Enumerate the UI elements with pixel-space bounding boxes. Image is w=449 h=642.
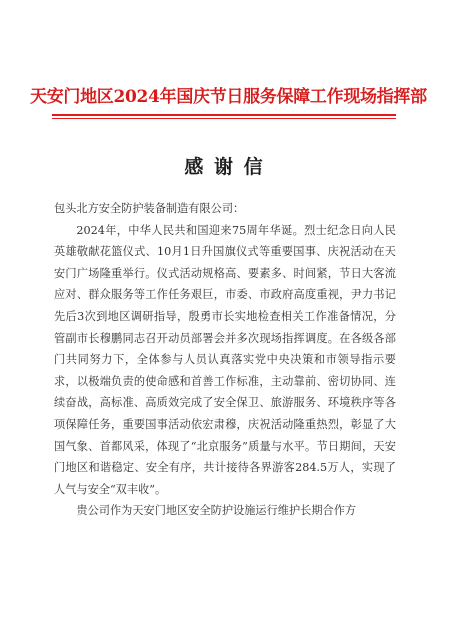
letterhead-rule-thick <box>52 114 396 116</box>
body-paragraph-1: 2024年，中华人民共和国迎来75周年华诞。烈士纪念日向人民英雄敬献花篮仪式、10月1日升国旗仪式等重要国事、庆祝活动在天安门广场隆重举行。仪式活动规格高、要素多、时间紧，节日大客流应对、群众服务等工作任务艰巨，市委、市政府高度重视，尹力书记先后3次到地区调研指导，殷勇市长实地检查相关工作准备情况，分管副市长穆鹏同志召开动员部署会并多次现场指挥调度。在各级各部门共同努力下，全体参与人员认真落实党中央决策和市领导指示要求，以极端负责的使命感和首善工作标准，主动靠前、密切协同、连续奋战，高标准、高质效完成了安全保卫、旅游服务、环境秩序等各项保障任务，重要国事活动依宏肃穆，庆祝活动隆重热烈，彰显了大国气象、首都风采，体现了“北京服务”质量与水平。节日期间，天安门地区和谐稳定、安全有序，共计接待各界游客284.5万人，实现了人气与安全“双丰收”。 <box>54 223 396 496</box>
letterhead-rule-thin <box>52 118 396 119</box>
letter-title: 感 谢 信 <box>184 156 265 178</box>
salutation: 包头北方安全防护装备制造有限公司： <box>54 202 245 215</box>
letter-body <box>54 198 396 522</box>
body-paragraph-2: 贵公司作为天安门地区安全防护设施运行维护长期合作方 <box>76 504 357 518</box>
letterhead-title: 天安门地区2024年国庆节日服务保障工作现场指挥部 <box>30 87 427 107</box>
